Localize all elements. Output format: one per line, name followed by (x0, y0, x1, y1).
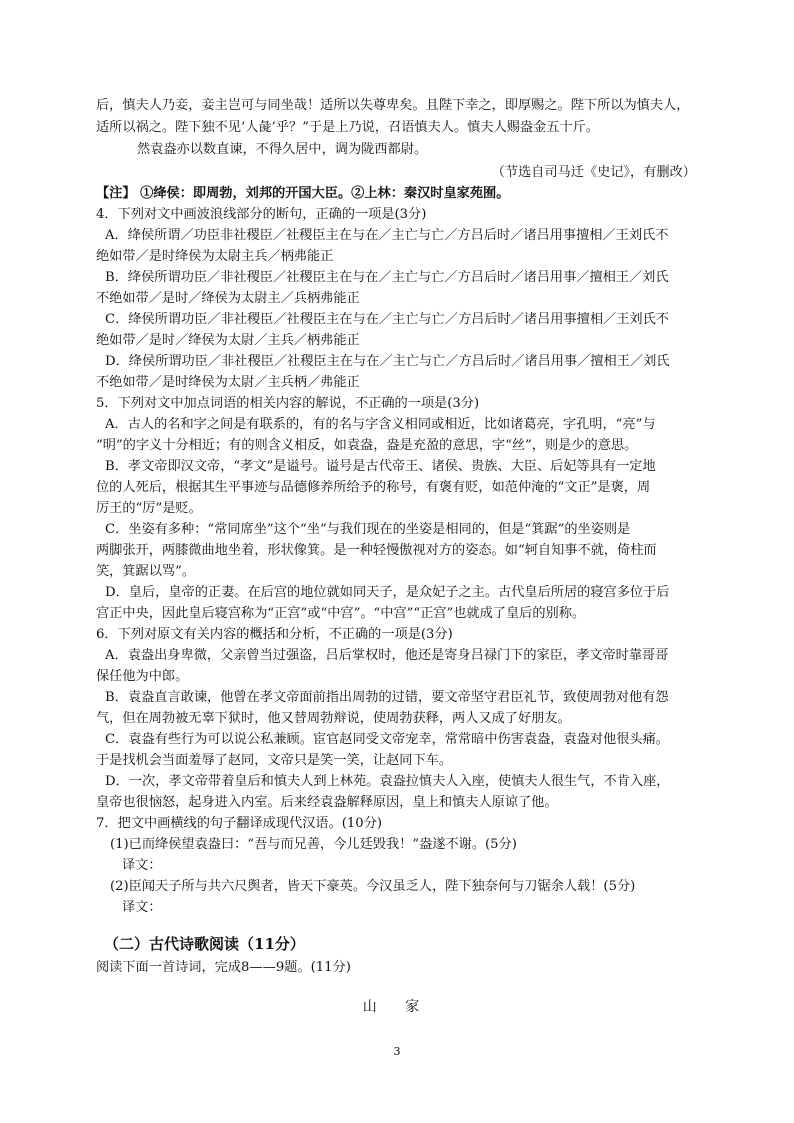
question-7-stem: 7．把文中画横线的句子翻译成现代汉语。(10分) (96, 816, 383, 831)
question-6-option-a: A．袁盎出身卑微，父亲曾当过强盗，吕后掌权时，他还是寄身吕禄门下的家臣，孝文帝时靠哥哥 (105, 648, 669, 663)
question-4-option-a: A．绛侯所谓／功臣非社稷臣／社稷臣主在与在／主亡与亡／方吕后时／诸吕用事擅相／王刘氏不 (105, 228, 669, 243)
source-citation: （节选自司马迁《史记》，有删改） (491, 165, 696, 180)
question-5-option-d: D．皇后，皇帝的正妻。在后宫的地位就如同天子，是众妃子之主。古代皇后所居的寝宫多位于后 (105, 585, 670, 600)
question-4-stem: 4．下列对文中画波浪线部分的断句，正确的一项是(3分) (96, 207, 427, 222)
annotation-note: 【注】 ①绛侯：即周勃，刘邦的开国大臣。②上林：秦汉时皇家苑囿。 (96, 186, 510, 201)
passage-line: 后，慎夫人乃妾，妾主岂可与同坐哉！适所以失尊卑矣。且陛下幸之，即厚赐之。陛下所以为慎夫人， (96, 98, 690, 113)
question-5-stem: 5．下列对文中加点词语的相关内容的解说，不正确的一项是(3分) (96, 396, 480, 411)
question-6-option-a-cont: 保任他为中郎。 (96, 669, 189, 684)
question-6-option-d-cont: 皇帝也很恼怒，起身进入内室。后来经袁盎解释原因，皇上和慎夫人原谅了他。 (96, 795, 558, 810)
question-4-option-d-cont: 不绝如带／是时绛侯为太尉／主兵柄／弗能正 (96, 375, 360, 390)
question-7-sentence-2: (2)臣闻天子所与共六尺舆者，皆天下豪英。今汉虽乏人，陛下独奈何与刀锯余人载！(5分) (110, 879, 636, 894)
question-4-option-a-cont: 绝如带／是时绛侯为太尉主兵／柄弗能正 (96, 249, 334, 264)
question-6-option-b-cont: 气，但在周勃被无辜下狱时，他又替周勃辩说，使周勃获释，两人又成了好朋友。 (96, 711, 571, 726)
question-5-option-c: C．坐姿有多种：“常同席坐”这个“坐”与我们现在的坐姿是相同的，但是“箕踞”的坐姿则是 (105, 522, 631, 537)
question-5-option-b-cont: 位的人死后，根据其生平事迹与品德修养所给予的称号，有褒有贬，如范仲淹的“文正”是褒，周 (96, 480, 651, 495)
question-4-option-d: D．绛侯所谓功臣／非社稷臣／社稷臣主在与在／主亡与亡／方吕后时／诸吕用事／擅相王／刘氏 (105, 354, 670, 369)
question-5-option-b: B．孝文帝即汉文帝，“孝文”是谥号。谥号是古代帝王、诸侯、贵族、大臣、后妃等具有一定地 (105, 459, 656, 474)
question-4-option-b: B．绛侯所谓功臣／非社稷臣／社稷臣主在与在／主亡与亡／方吕后时／诸吕用事／擅相王／刘氏 (105, 270, 669, 285)
question-6-option-c: C．袁盎有些行为可以说公私兼顾。宦官赵同受文帝宠幸，常常暗中伤害袁盎，袁盎对他很头痛。 (105, 732, 669, 747)
question-5-option-a-cont: “明”的字义十分相近；有的则含义相反，如袁盎，盎是充盈的意思，字“丝”，则是少的意思。 (96, 438, 638, 453)
question-5-option-d-cont: 宫正中央，因此皇后寝宫称为“正宫”或“中宫”。“中宫”“正宫”也就成了皇后的别称。 (96, 606, 586, 621)
translation-label-2: 译文： (122, 900, 162, 915)
question-6-option-b: B．袁盎直言敢谏，他曾在孝文帝面前指出周勃的过错，要文帝坚守君臣礼节，致使周勃对他有怨 (105, 690, 669, 705)
passage-line: 然袁盎亦以数直谏，不得久居中，调为陇西都尉。 (137, 142, 428, 157)
question-5-option-b-cont: 厉王的“厉”是贬。 (96, 501, 202, 516)
question-7-sentence-1: (1)已而绛侯望袁盎曰：“吾与而兄善，今儿廷毁我！”盎遂不谢。(5分) (110, 837, 517, 852)
question-5-option-a: A．古人的名和字之间是有联系的，有的名与字含义相同或相近，比如诸葛亮，字孔明，“亮”与 (105, 417, 656, 432)
section-heading: （二）古代诗歌阅读（11分） (104, 935, 305, 953)
translation-label-1: 译文： (122, 858, 162, 873)
poem-title: 山 家 (362, 999, 432, 1015)
question-4-option-b-cont: 不绝如带／是时／绛侯为太尉主／兵柄弗能正 (96, 291, 360, 306)
passage-line: 适所以祸之。陛下独不见‘人彘’乎？”于是上乃说，召语慎夫人。慎夫人赐盎金五十斤。 (96, 120, 600, 135)
question-5-option-c-cont: 两脚张开，两膝微曲地坐着，形状像箕。是一种轻慢傲视对方的姿态。如“轲自知事不就，倚柱而 (96, 543, 657, 558)
question-4-option-c-cont: 绝如带／是时／绛侯为太尉／主兵／柄弗能正 (96, 333, 360, 348)
question-5-option-c-cont: 笑，箕踞以骂”。 (96, 564, 196, 579)
question-6-option-c-cont: 于是找机会当面羞辱了赵同，文帝只是笑一笑，让赵同下车。 (96, 753, 453, 768)
page-number: 3 (393, 1045, 401, 1058)
question-4-option-c: C．绛侯所谓功臣／非社稷臣／社稷臣主在与在／主亡与亡／方吕后时／诸吕用事擅相／王刘氏不 (105, 312, 669, 327)
section-instruction: 阅读下面一首诗词，完成8——9题。(11分) (96, 960, 351, 975)
question-6-option-d: D．一次，孝文帝带着皇后和慎夫人到上林苑。袁盎拉慎夫人入座，使慎夫人很生气，不肯入座， (105, 774, 670, 789)
question-6-stem: 6．下列对原文有关内容的概括和分析，不正确的一项是(3分) (96, 627, 453, 642)
